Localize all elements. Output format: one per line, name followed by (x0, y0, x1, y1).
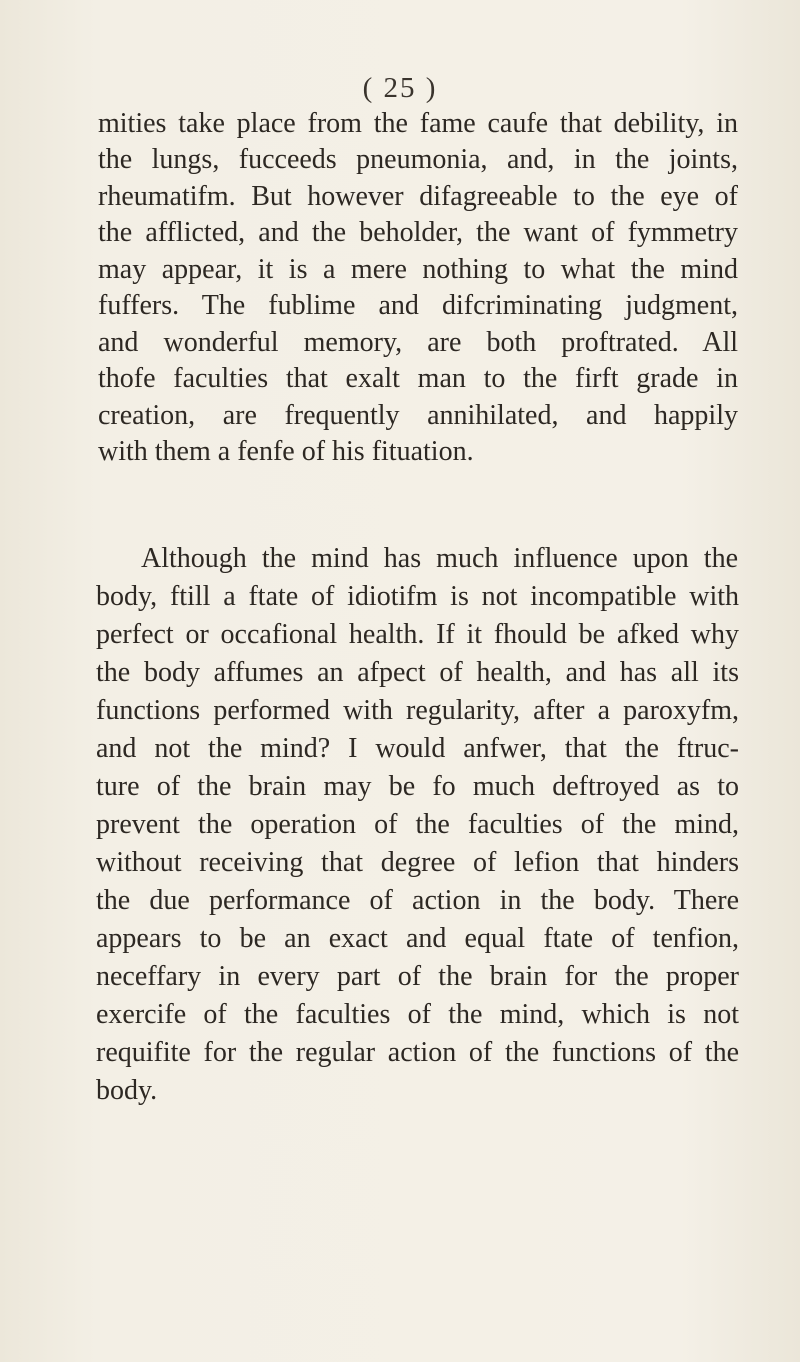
text-line: the body affumes an afpect of health, and has all its (96, 657, 739, 688)
text-line: rheumatifm. But however difagreeable to the eye of (98, 181, 738, 212)
text-line: the lungs, fucceeds pneumonia, and, in the joints, (98, 144, 738, 175)
text-line: body, ftill a ftate of idiotifm is not incompatible with (96, 581, 739, 612)
text-line: Although the mind has much influence upon the (141, 543, 738, 574)
text-line: perfect or occafional health. If it fhould be afked why (96, 619, 739, 650)
text-line: appears to be an exact and equal ftate of tenfion, (96, 923, 739, 954)
text-line: functions performed with regularity, after a paroxyfm, (96, 695, 739, 726)
text-line: body. (96, 1075, 158, 1106)
text-line: fuffers. The fublime and difcriminating judgment, (98, 290, 738, 321)
text-line: ture of the brain may be fo much deftroyed as to (96, 771, 739, 802)
text-line: may appear, it is a mere nothing to what the mind (98, 254, 738, 285)
text-line: and wonderful memory, are both proftrated. All (98, 327, 738, 358)
text-line: neceffary in every part of the brain for the proper (96, 961, 739, 992)
text-line: the due performance of action in the body. There (96, 885, 739, 916)
page-number: ( 25 ) (362, 72, 438, 104)
text-line: thofe faculties that exalt man to the firft grade in (98, 363, 738, 394)
text-line: exercife of the faculties of the mind, which is not (96, 999, 739, 1030)
text-line: with them a fenfe of his fituation. (98, 436, 474, 467)
text-line: without receiving that degree of lefion that hinders (96, 847, 739, 878)
text-line: the afflicted, and the beholder, the want of fymmetry (98, 217, 738, 248)
text-line: prevent the operation of the faculties of the mind, (96, 809, 739, 840)
text-line: creation, are frequently annihilated, and happily (98, 400, 738, 431)
text-line: and not the mind? I would anfwer, that the ftruc- (96, 733, 739, 764)
text-line: requifite for the regular action of the functions of the (96, 1037, 739, 1068)
text-line: mities take place from the fame caufe that debility, in (98, 108, 738, 139)
